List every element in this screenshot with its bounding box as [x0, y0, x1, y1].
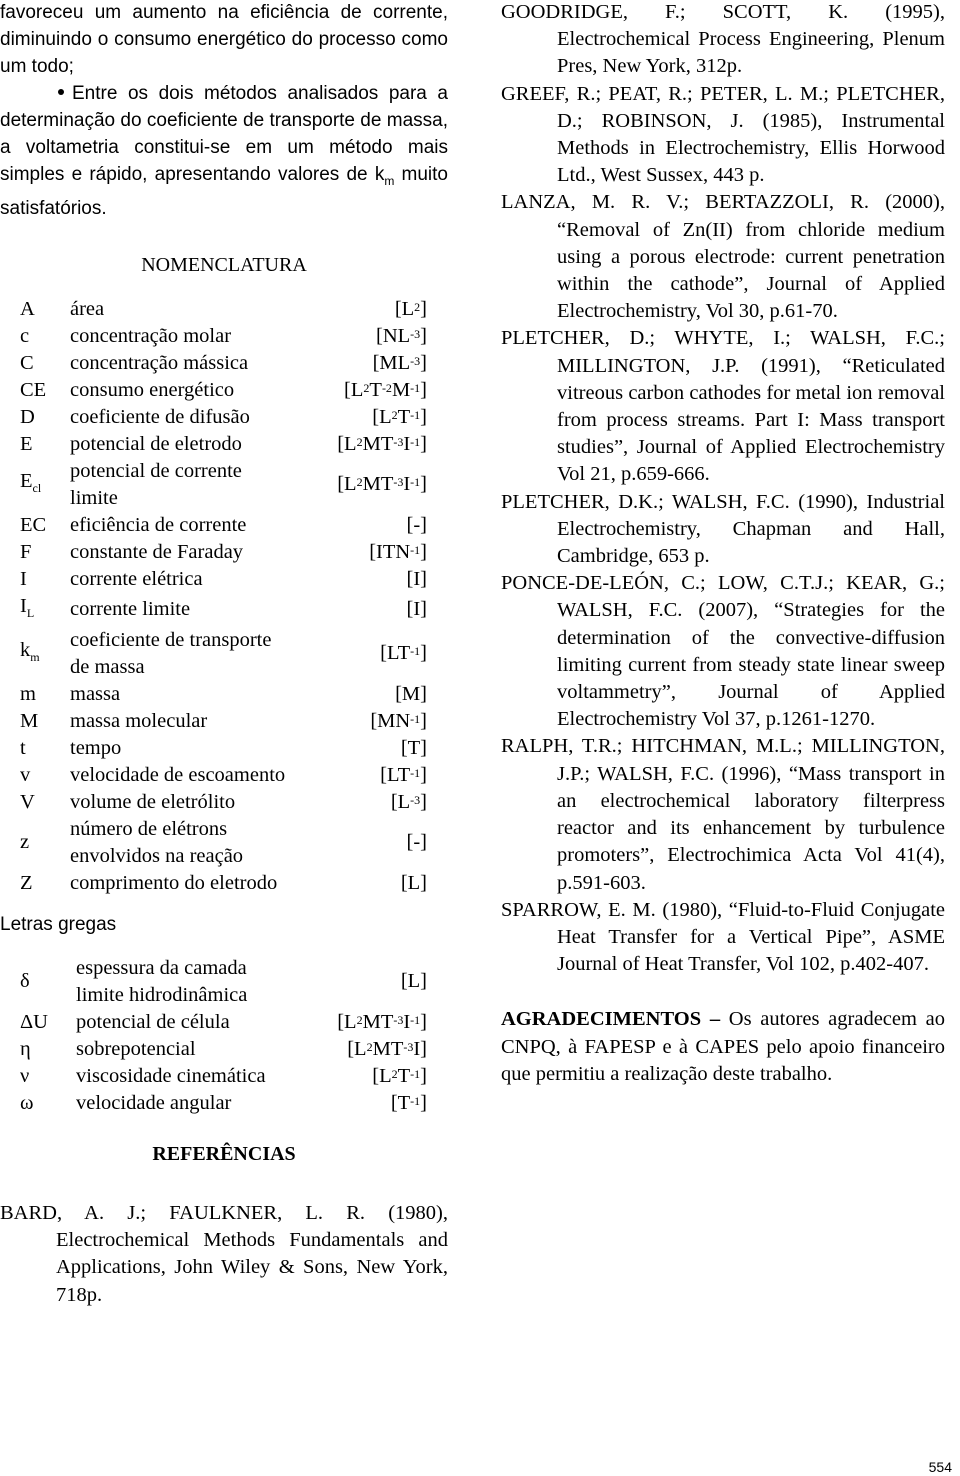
nomenclature-description: número de elétrons envolvidos na reação [70, 817, 244, 867]
reference-entry: RALPH, T.R.; HITCHMAN, M.L.; MILLINGTON, J.P.; WALSH, F.C. (1996), “Mass transport in an electrochemical laboratory filterpress reactor and its enhancement by turbulence promoters”, Electrochimica Acta Vol 41(4), p.591-603. [501, 735, 945, 894]
nomenclature-symbol: t [20, 736, 26, 759]
nomenclature-row [0, 539, 448, 566]
nomenclature-description: constante de Faraday [70, 540, 244, 563]
bullet-item [0, 80, 448, 222]
nomenclature-row [0, 735, 448, 762]
reference-entry: BARD, A. J.; FAULKNER, L. R. (1980), Electrochemical Methods Fundamentals and Applications, John Wiley & Sons, New York, 718p. [0, 1201, 448, 1306]
nomenclature-symbol: EC [20, 513, 47, 536]
nomenclature-symbol: A [20, 297, 35, 320]
greek-row [0, 1009, 448, 1036]
greek-symbol: ω [20, 1091, 34, 1114]
nomenclature-description: eficiência de corrente [70, 513, 247, 536]
nomenclature-unit: $[NL^{-3}]$ [376, 324, 427, 347]
nomenclature-symbol: $I_L$ [20, 594, 35, 620]
reference-entry: LANZA, M. R. V.; BERTAZZOLI, R. (2000), “Removal of Zn(II) from chloride medium using a porous electrode: current penetration within the cathode”, Journal of Applied Electrochemistry, Vol 30, p.61-70. [501, 191, 945, 323]
nomenclature-symbol: Z [20, 871, 33, 894]
greek-list [0, 955, 448, 1117]
nomenclature-list [0, 296, 448, 897]
bullet-text-end: muito satisfatórios. [0, 164, 448, 219]
nomenclature-row [0, 870, 448, 897]
reference-entry: GOODRIDGE, F.; SCOTT, K. (1995), Electrochemical Process Engineering, Plenum Pres, New York, 312p. [501, 1, 945, 78]
nomenclature-row [0, 431, 448, 458]
nomenclature-symbol: $k_m$ [20, 638, 40, 664]
bullet-subscript: m [384, 173, 395, 188]
greek-description: sobrepotencial [76, 1037, 196, 1060]
nomenclature-description: concentração molar [70, 324, 232, 347]
nomenclature-unit: $[LT^{-1}]$ [380, 642, 427, 665]
nomenclature-unit: $[LT^{-1}]$ [380, 763, 427, 786]
greek-description: potencial de célula [76, 1010, 230, 1033]
greek-description: velocidade angular [76, 1091, 232, 1114]
reference-entry: PLETCHER, D.K.; WALSH, F.C. (1990), Industrial Electrochemistry, Chapman and Hall, Cambridge, 653 p. [501, 490, 945, 568]
nomenclature-unit: $[L^2T^{-2}M^{-1}]$ [344, 378, 427, 401]
greek-row [0, 955, 448, 1009]
nomenclature-unit: $[MN^{-1}]$ [370, 709, 427, 732]
nomenclature-unit: [I] [406, 598, 427, 621]
intro-text [0, 0, 448, 222]
nomenclature-row [0, 323, 448, 350]
nomenclature-unit: $[L^2MT^{-3}I^{-1}]$ [337, 432, 427, 455]
right-column [501, 0, 945, 1088]
nomenclature-row [0, 789, 448, 816]
nomenclature-description: potencial de corrente limite [70, 459, 242, 509]
nomenclature-description: volume de eletrólito [70, 790, 236, 813]
reference-entry: PONCE-DE-LEÓN, C.; LOW, C.T.J.; KEAR, G.; WALSH, F.C. (2007), “Strategies for the determination of the convective-diffusion limiting current from steady state linear sweep voltammetry”, Journal of Applied Electrochemistry Vol 37, p.1261-1270. [501, 572, 945, 731]
nomenclature-unit: $[L^{-3}]$ [390, 790, 427, 813]
reference-entry: PLETCHER, D.; WHYTE, I.; WALSH, F.C.; MILLINGTON, J.P. (1991), “Reticulated vitreous carbon cathodes for metal ion removal from process streams. Part I: Mass transport studies”, Journal of Applied Electrochemistry Vol 21, p.659-666. [501, 327, 945, 486]
greek-unit: $[L^2MT^{-3}I]$ [347, 1037, 427, 1060]
nomenclature-row [0, 681, 448, 708]
nomenclature-unit: [T] [400, 736, 427, 759]
nomenclature-symbol: m [20, 682, 36, 705]
nomenclature-row [0, 377, 448, 404]
nomenclature-row [0, 566, 448, 593]
nomenclature-unit: [-] [406, 513, 427, 536]
nomenclature-row [0, 296, 448, 323]
bullet-icon [58, 89, 64, 95]
page-number: 554 [928, 1459, 952, 1475]
greek-description: espessura da camada limite hidrodinâmica [76, 956, 248, 1006]
references-left [0, 1200, 448, 1309]
nomenclature-symbol: CE [20, 378, 47, 401]
nomenclature-symbol: C [20, 351, 34, 374]
greek-row [0, 1036, 448, 1063]
nomenclature-symbol: I [20, 567, 27, 590]
nomenclature-description: coeficiente de transporte de massa [70, 628, 272, 678]
nomenclature-row [0, 816, 448, 870]
nomenclature-unit: $[ML^{-3}]$ [372, 351, 427, 374]
nomenclature-description: velocidade de escoamento [70, 763, 286, 786]
nomenclature-symbol: c [20, 324, 30, 347]
nomenclature-symbol: v [20, 763, 31, 786]
nomenclature-row [0, 350, 448, 377]
nomenclature-description: coeficiente de difusão [70, 405, 250, 428]
nomenclature-symbol: F [20, 540, 32, 563]
acknowledgement [501, 1006, 945, 1088]
nomenclature-description: corrente limite [70, 598, 191, 621]
nomenclature-description: consumo energético [70, 378, 235, 401]
nomenclature-symbol: z [20, 831, 30, 854]
greek-symbol: δ [20, 970, 30, 993]
nomenclature-title: NOMENCLATURA [141, 253, 307, 276]
greek-unit: $[T^{-1}]$ [390, 1091, 427, 1114]
nomenclature-row [0, 458, 448, 512]
bullet-text: Entre os dois métodos analisados para a determinação do coeficiente de transporte de massa, a voltametria constitui-se em um método mais simples e rápido, apresentando valores de k [0, 83, 448, 185]
greek-unit: $[L^2MT^{-3}I^{-1}]$ [337, 1010, 427, 1033]
intro-paragraph: favoreceu um aumento na eficiência de corrente, diminuindo o consumo energético do processo como um todo; [0, 2, 448, 77]
nomenclature-symbol: D [20, 405, 35, 428]
references-title: REFERÊNCIAS [152, 1142, 296, 1165]
nomenclature-row [0, 762, 448, 789]
nomenclature-row [0, 627, 448, 681]
nomenclature-description: massa [70, 682, 121, 705]
ack-text: Os autores agradecem ao CNPQ, à FAPESP e à CAPES pelo apoio financeiro que permitiu a realização deste trabalho. [501, 1008, 945, 1085]
nomenclature-description: concentração mássica [70, 351, 249, 374]
greek-row [0, 1063, 448, 1090]
nomenclature-unit: [L] [400, 871, 427, 894]
nomenclature-unit: [M] [395, 682, 427, 705]
nomenclature-description: comprimento do eletrodo [70, 871, 278, 894]
nomenclature-description: tempo [70, 736, 122, 759]
nomenclature-unit: [-] [406, 831, 427, 854]
nomenclature-row [0, 593, 448, 627]
greek-symbol: ΔU [20, 1010, 48, 1033]
nomenclature-symbol: E [20, 432, 33, 455]
nomenclature-row [0, 512, 448, 539]
ack-dash: – [701, 1008, 729, 1031]
nomenclature-description: potencial de eletrodo [70, 432, 242, 455]
greek-unit: [L] [400, 970, 427, 993]
ack-title: AGRADECIMENTOS [501, 1008, 702, 1031]
nomenclature-symbol: V [20, 790, 35, 813]
nomenclature-description: área [70, 297, 105, 320]
nomenclature-unit: $[L^2T^{-1}]$ [372, 405, 427, 428]
greek-unit: $[L^2T^{-1}]$ [372, 1064, 427, 1087]
greek-symbol: η [20, 1037, 31, 1060]
nomenclature-unit: $[L^2MT^{-3}I^{-1}]$ [337, 473, 427, 496]
nomenclature-unit: $[ITN^{-1}]$ [369, 540, 427, 563]
reference-entry: GREEF, R.; PEAT, R.; PETER, L. M.; PLETCHER, D.; ROBINSON, J. (1985), Instrumental Methods in Electrochemistry, Ellis Horwood Ltd., West Sussex, 443 p. [501, 82, 945, 187]
nomenclature-description: massa molecular [70, 709, 208, 732]
nomenclature-row [0, 708, 448, 735]
reference-entry: SPARROW, E. M. (1980), “Fluid-to-Fluid Conjugate Heat Transfer for a Vertical Pipe”, ASME Journal of Heat Transfer, Vol 102, p.402-407. [501, 898, 945, 976]
references-right [501, 0, 945, 978]
nomenclature-symbol: $E_{cl}$ [20, 469, 42, 495]
nomenclature-description: corrente elétrica [70, 567, 203, 590]
nomenclature-symbol: M [20, 709, 39, 732]
nomenclature-row [0, 404, 448, 431]
greek-row [0, 1090, 448, 1117]
nomenclature-unit: $[L^2]$ [394, 297, 427, 320]
left-column [0, 0, 448, 1309]
greek-description: viscosidade cinemática [76, 1064, 266, 1087]
greek-letters-title: Letras gregas [0, 913, 117, 935]
nomenclature-unit: [I] [406, 567, 427, 590]
greek-symbol: ν [20, 1064, 30, 1087]
